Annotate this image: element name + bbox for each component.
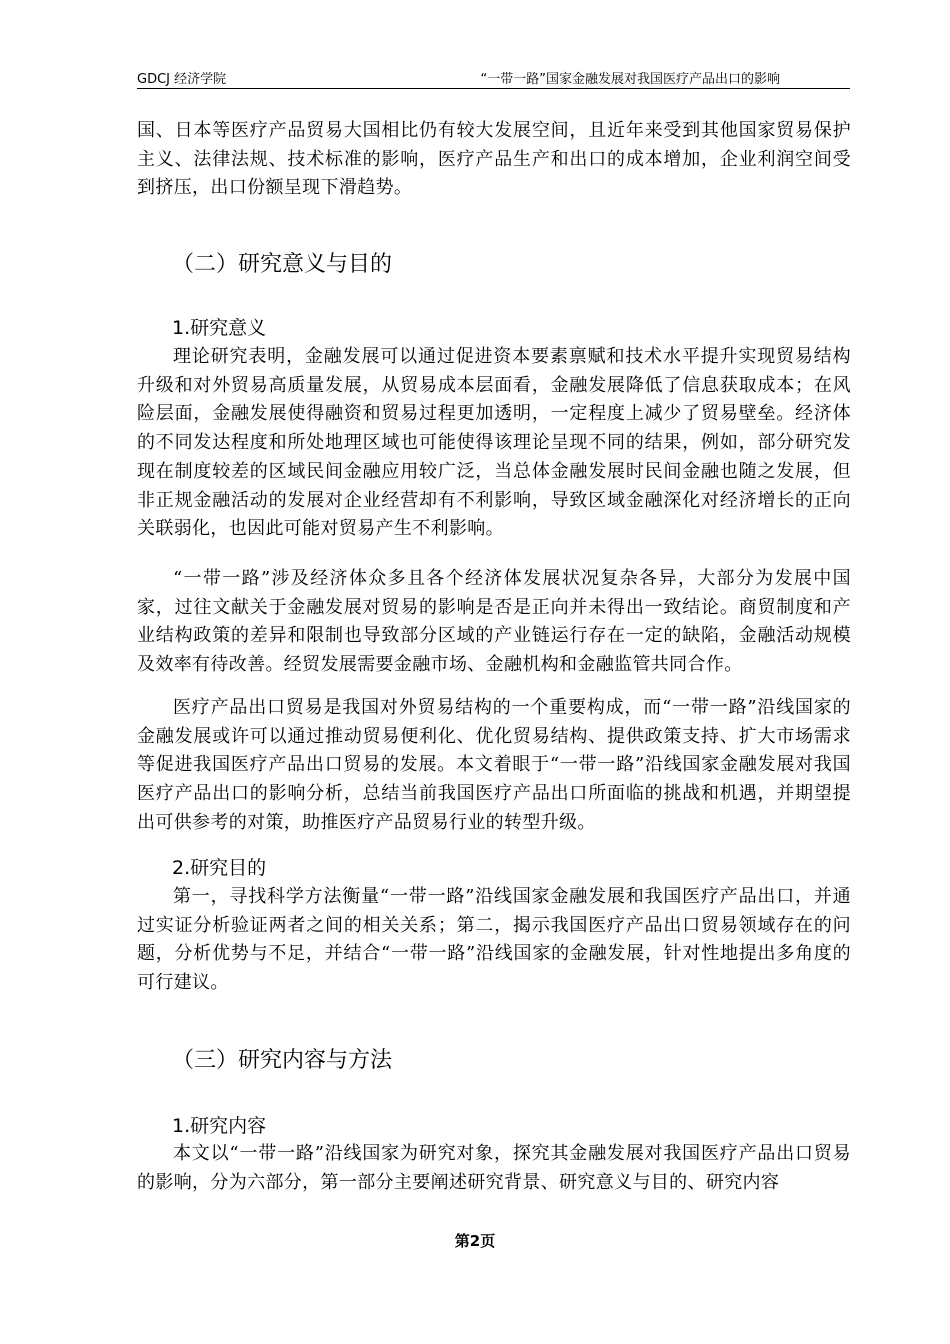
subheading-content: 1.研究内容 — [172, 1115, 267, 1137]
paragraph-background-end: 国、日本等医疗产品贸易大国相比仍有较大发展空间，且近年来受到其他国家贸易保护主义、法律法规、技术标准的影响，医疗产品生产和出口的成本增加，企业利润空间受到挤压，出口份额呈现下滑趋势。 — [137, 120, 851, 199]
header-title: “一带一路”国家金融发展对我国医疗产品出口的影响 — [480, 72, 780, 87]
subheading-significance: 1.研究意义 — [172, 317, 267, 339]
section-heading-content-method: （三）研究内容与方法 — [172, 1048, 393, 1073]
page-header — [137, 66, 850, 89]
paragraph-purpose: 第一，寻找科学方法衡量“一带一路”沿线国家金融发展和我国医疗产品出口，并通过实证分析验证两者之间的相关关系；第二，揭示我国医疗产品出口贸易领域存在的问题，分析优势与不足，并结合“一带一路”沿线国家的金融发展，针对性地提出多角度的可行建议。 — [137, 886, 851, 994]
section-heading-significance: （二）研究意义与目的 — [172, 252, 393, 277]
paragraph-content: 本文以“一带一路”沿线国家为研究对象，探究其金融发展对我国医疗产品出口贸易的影响，分为六部分，第一部分主要阐述研究背景、研究意义与目的、研究内容 — [137, 1143, 851, 1193]
page-number: 第2页 — [454, 1232, 496, 1250]
subheading-purpose: 2.研究目的 — [172, 857, 267, 879]
paragraph-significance-2: “一带一路”涉及经济体众多且各个经济体发展状况复杂各异，大部分为发展中国家，过往文献关于金融发展对贸易的影响是否是正向并未得出一致结论。商贸制度和产业结构政策的差异和限制也导致部分区域的产业链运行存在一定的缺陷，金融活动规模及效率有待改善。经贸发展需要金融市场、金融机构和金融监管共同合作。 — [137, 568, 851, 676]
header-institution: GDCJ 经济学院 — [137, 72, 227, 87]
paragraph-significance-3: 医疗产品出口贸易是我国对外贸易结构的一个重要构成，而“一带一路”沿线国家的金融发展或许可以通过推动贸易便利化、优化贸易结构、提供政策支持、扩大市场需求等促进我国医疗产品出口贸易的发展。本文着眼于“一带一路”沿线国家金融发展对我国医疗产品出口的影响分析，总结当前我国医疗产品出口所面临的挑战和机遇，并期望提出可供参考的对策，助推医疗产品贸易行业的转型升级。 — [137, 697, 851, 833]
paragraph-significance-1: 理论研究表明，金融发展可以通过促进资本要素禀赋和技术水平提升实现贸易结构升级和对外贸易高质量发展，从贸易成本层面看，金融发展降低了信息获取成本；在风险层面，金融发展使得融资和贸易过程更加透明，一定程度上减少了贸易壁垒。经济体的不同发达程度和所处地理区域也可能使得该理论呈现不同的结果，例如，部分研究发现在制度较差的区域民间金融应用较广泛，当总体金融发展时民间金融也随之发展，但非正规金融活动的发展对企业经营却有不利影响，导致区域金融深化对经济增长的正向关联弱化，也因此可能对贸易产生不利影响。 — [137, 346, 851, 540]
